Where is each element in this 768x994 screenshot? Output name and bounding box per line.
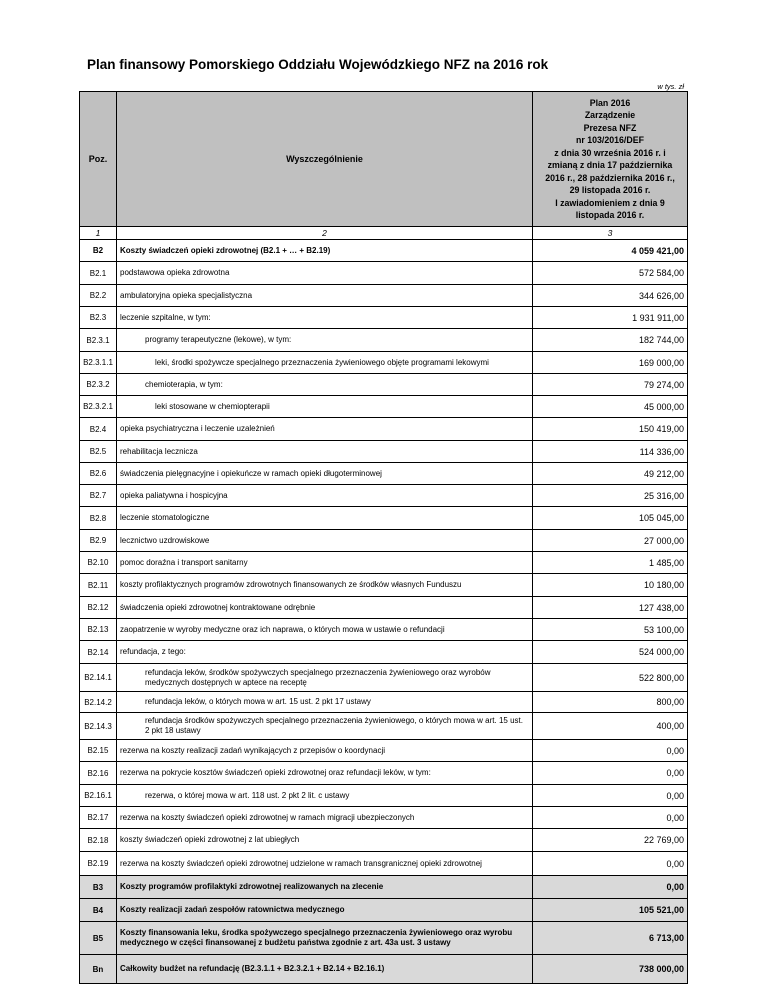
row-value: 522 800,00: [533, 664, 688, 692]
row-code: B2.14.2: [80, 692, 117, 713]
row-code: B2.5: [80, 441, 117, 463]
row-name: rezerwa na koszty realizacji zadań wynikających z przepisów o koordynacji: [117, 740, 533, 762]
row-name: opieka paliatywna i hospicyjna: [117, 485, 533, 507]
table-row: [80, 418, 688, 441]
table-row: [80, 285, 688, 307]
header-plan-line: nr 103/2016/DEF: [576, 135, 644, 145]
row-code: B2.15: [80, 740, 117, 762]
header-plan-line: listopada 2016 r.: [575, 210, 645, 220]
row-name: leki stosowane w chemiopterapii: [117, 396, 533, 418]
table-row: [80, 713, 688, 740]
row-code: B2.1: [80, 262, 117, 285]
row-name: rezerwa na pokrycie kosztów świadczeń opieki zdrowotnej oraz refundacji leków, w tym:: [117, 762, 533, 785]
header-description: Wyszczególnienie: [117, 92, 533, 227]
row-value: 524 000,00: [533, 641, 688, 664]
column-number: 1: [80, 227, 117, 240]
row-name: rezerwa, o której mowa w art. 118 ust. 2 pkt 2 lit. c ustawy: [117, 785, 533, 807]
row-name: zaopatrzenie w wyroby medyczne oraz ich naprawa, o których mowa w ustawie o refundacji: [117, 619, 533, 641]
row-value: 45 000,00: [533, 396, 688, 418]
row-value: 1 931 911,00: [533, 307, 688, 329]
row-code: B2.3.1: [80, 329, 117, 352]
row-code: B2.10: [80, 552, 117, 574]
table-row: [80, 740, 688, 762]
table-row: [80, 463, 688, 485]
header-plan-line: 2016 r., 28 października 2016 r.,: [545, 172, 675, 183]
table-row: [80, 262, 688, 285]
row-code: B2.13: [80, 619, 117, 641]
table-row: [80, 396, 688, 418]
row-value: 114 336,00: [533, 441, 688, 463]
table-row: [80, 664, 688, 692]
row-code: B2.7: [80, 485, 117, 507]
row-value: 0,00: [533, 740, 688, 762]
row-value: 150 419,00: [533, 418, 688, 441]
table-row: [80, 352, 688, 374]
row-code: B2.12: [80, 597, 117, 619]
row-code: B2.11: [80, 574, 117, 597]
row-name: programy terapeutyczne (lekowe), w tym:: [117, 329, 533, 352]
row-name: chemioterapia, w tym:: [117, 374, 533, 396]
row-code: Bn: [80, 955, 117, 984]
row-name: refundacja środków spożywczych specjalnego przeznaczenia żywieniowego, o których mowa w art. 15 ust. 2 pkt 18 ustawy: [117, 713, 533, 740]
row-name: leczenie szpitalne, w tym:: [117, 307, 533, 329]
header-plan-line: Zarządzenie: [584, 110, 636, 120]
row-code: B2.3.2.1: [80, 396, 117, 418]
row-value: 25 316,00: [533, 485, 688, 507]
row-name: koszty świadczeń opieki zdrowotnej z lat ubiegłych: [117, 829, 533, 852]
table-row: [80, 329, 688, 352]
row-name: Koszty realizacji zadań zespołów ratownictwa medycznego: [117, 899, 533, 922]
table-row: [80, 785, 688, 807]
table-row: [80, 552, 688, 574]
table-row: [80, 955, 688, 984]
row-code: B2.14.1: [80, 664, 117, 692]
header-plan-line: Plan 2016: [589, 97, 631, 108]
row-name: Całkowity budżet na refundację (B2.3.1.1 + B2.3.2.1 + B2.14 + B2.16.1): [117, 955, 533, 984]
row-value: 105 045,00: [533, 507, 688, 530]
row-value: 400,00: [533, 713, 688, 740]
document-title: Plan finansowy Pomorskiego Oddziału Wojewódzkiego NFZ na 2016 rok: [87, 57, 549, 72]
header-plan-line: Prezesa NFZ: [583, 122, 637, 133]
row-name: leczenie stomatologiczne: [117, 507, 533, 530]
row-code: B4: [80, 899, 117, 922]
table-row: [80, 899, 688, 922]
row-name: koszty profilaktycznych programów zdrowotnych finansowanych ze środków własnych Funduszu: [117, 574, 533, 597]
row-value: 127 438,00: [533, 597, 688, 619]
row-code: B2.6: [80, 463, 117, 485]
row-code: B2.17: [80, 807, 117, 829]
row-value: 0,00: [533, 807, 688, 829]
table-row: [80, 441, 688, 463]
row-code: B2.14.3: [80, 713, 117, 740]
row-name: pomoc doraźna i transport sanitarny: [117, 552, 533, 574]
row-code: B2.4: [80, 418, 117, 441]
header-plan-line: 29 listopada 2016 r.: [569, 185, 651, 195]
row-value: 0,00: [533, 852, 688, 876]
column-number: 2: [117, 227, 533, 240]
table-row: [80, 807, 688, 829]
row-name: refundacja, z tego:: [117, 641, 533, 664]
table-row: [80, 307, 688, 329]
row-name: leki, środki spożywcze specjalnego przeznaczenia żywieniowego objęte programami lekowymi: [117, 352, 533, 374]
table-row: [80, 692, 688, 713]
table-row: [80, 240, 688, 262]
table-row: [80, 829, 688, 852]
row-name: ambulatoryjna opieka specjalistyczna: [117, 285, 533, 307]
row-name: lecznictwo uzdrowiskowe: [117, 530, 533, 552]
row-value: 182 744,00: [533, 329, 688, 352]
row-name: Koszty świadczeń opieki zdrowotnej (B2.1 + … + B2.19): [117, 240, 533, 262]
row-name: Koszty finansowania leku, środka spożywczego specjalnego przeznaczenia żywieniowego oraz wyrobu medycznego w części finansowanej z budżetu państwa zgodnie z art. 43a ust. 3 ustawy: [117, 922, 533, 955]
column-number: 3: [533, 227, 688, 240]
row-value: 10 180,00: [533, 574, 688, 597]
row-code: B2.18: [80, 829, 117, 852]
row-code: B2.2: [80, 285, 117, 307]
row-value: 22 769,00: [533, 829, 688, 852]
row-value: 738 000,00: [533, 955, 688, 984]
row-value: 572 584,00: [533, 262, 688, 285]
row-value: 27 000,00: [533, 530, 688, 552]
row-value: 0,00: [533, 762, 688, 785]
table-row: [80, 597, 688, 619]
row-value: 53 100,00: [533, 619, 688, 641]
table-row: [80, 619, 688, 641]
row-code: B2.14: [80, 641, 117, 664]
row-value: 1 485,00: [533, 552, 688, 574]
row-code: B2: [80, 240, 117, 262]
row-name: świadczenia pielęgnacyjne i opiekuńcze w ramach opieki długoterminowej: [117, 463, 533, 485]
header-plan-line: z dnia 30 września 2016 r. i: [554, 147, 666, 158]
row-name: refundacja leków, o których mowa w art. 15 ust. 2 pkt 17 ustawy: [117, 692, 533, 713]
row-value: 0,00: [533, 876, 688, 899]
header-plan: [533, 92, 688, 227]
row-value: 6 713,00: [533, 922, 688, 955]
table-row: [80, 574, 688, 597]
header-position: Poz.: [80, 92, 117, 227]
table-row: [80, 762, 688, 785]
row-code: B2.3.1.1: [80, 352, 117, 374]
unit-label: w tys. zł: [657, 82, 684, 91]
row-name: świadczenia opieki zdrowotnej kontraktowane odrębnie: [117, 597, 533, 619]
row-code: B2.9: [80, 530, 117, 552]
row-name: rezerwa na koszty świadczeń opieki zdrowotnej udzielone w ramach transgranicznej opieki zdrowotnej: [117, 852, 533, 876]
row-code: B5: [80, 922, 117, 955]
row-name: podstawowa opieka zdrowotna: [117, 262, 533, 285]
financial-plan-table: [79, 91, 688, 984]
row-value: 79 274,00: [533, 374, 688, 396]
table-row: [80, 852, 688, 876]
row-code: B2.16.1: [80, 785, 117, 807]
header-plan-line: zmianą z dnia 17 października: [547, 160, 673, 170]
table-row: [80, 876, 688, 899]
table-row: [80, 922, 688, 955]
header-plan-line: I zawiadomieniem z dnia 9: [555, 197, 665, 208]
row-code: B2.3.2: [80, 374, 117, 396]
row-value: 4 059 421,00: [533, 240, 688, 262]
row-name: rehabilitacja lecznicza: [117, 441, 533, 463]
row-name: rezerwa na koszty świadczeń opieki zdrowotnej w ramach migracji ubezpieczonych: [117, 807, 533, 829]
row-code: B2.19: [80, 852, 117, 876]
row-code: B2.8: [80, 507, 117, 530]
table-row: [80, 374, 688, 396]
row-name: Koszty programów profilaktyki zdrowotnej realizowanych na zlecenie: [117, 876, 533, 899]
row-code: B2.3: [80, 307, 117, 329]
row-name: refundacja leków, środków spożywczych specjalnego przeznaczenia żywieniowego oraz wyrobów medycznych dostępnych w aptece na receptę: [117, 664, 533, 692]
table-row: [80, 507, 688, 530]
row-name: opieka psychiatryczna i leczenie uzależnień: [117, 418, 533, 441]
row-value: 800,00: [533, 692, 688, 713]
table-row: [80, 641, 688, 664]
row-value: 105 521,00: [533, 899, 688, 922]
row-code: B2.16: [80, 762, 117, 785]
row-value: 344 626,00: [533, 285, 688, 307]
row-value: 0,00: [533, 785, 688, 807]
table-row: [80, 485, 688, 507]
row-code: B3: [80, 876, 117, 899]
table-row: [80, 530, 688, 552]
row-value: 169 000,00: [533, 352, 688, 374]
row-value: 49 212,00: [533, 463, 688, 485]
